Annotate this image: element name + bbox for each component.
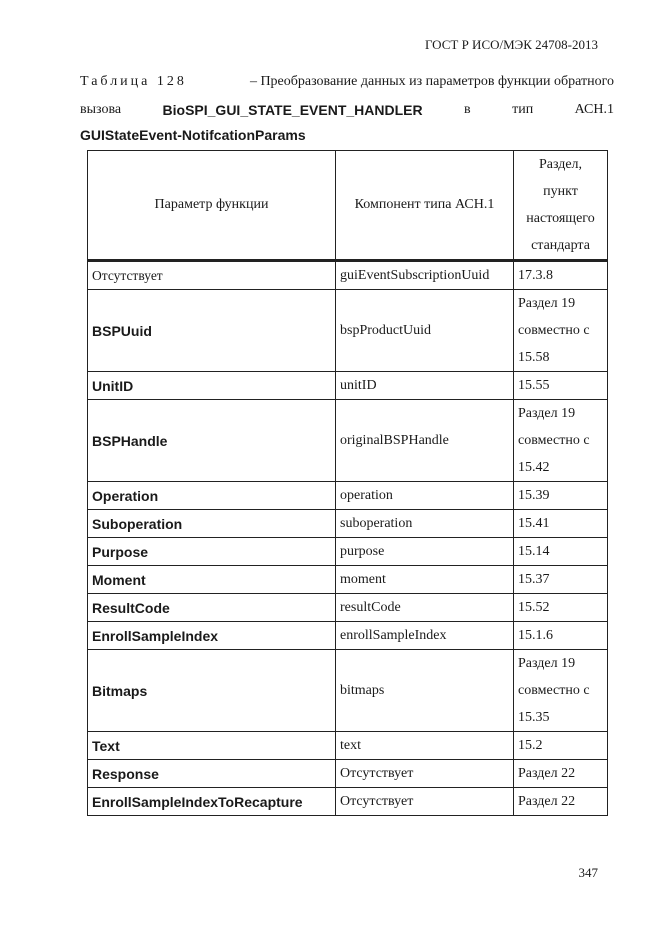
component-cell: resultCode — [336, 594, 514, 622]
table-row — [88, 510, 608, 538]
table-row — [88, 760, 608, 788]
section-line: 17.3.8 — [518, 268, 553, 283]
page-number: 347 — [578, 865, 598, 880]
table-row — [88, 622, 608, 650]
callback-name: BioSPI_GUI_STATE_EVENT_HANDLER — [162, 102, 423, 118]
caption-line-3 — [80, 124, 614, 146]
section-cell — [514, 538, 608, 566]
param-cell: EnrollSampleIndex — [88, 622, 336, 650]
param-cell: BSPUuid — [88, 290, 336, 372]
section-cell — [514, 482, 608, 510]
param-cell: Bitmaps — [88, 650, 336, 732]
param-cell: UnitID — [88, 372, 336, 400]
component-cell: Отсутствует — [336, 788, 514, 816]
section-line: 15.58 — [518, 350, 550, 365]
caption-line-1 — [80, 68, 614, 96]
section-cell — [514, 760, 608, 788]
section-line: 15.37 — [518, 572, 550, 587]
component-cell: suboperation — [336, 510, 514, 538]
section-cell — [514, 566, 608, 594]
section-cell — [514, 290, 608, 372]
section-cell — [514, 400, 608, 482]
section-line: 15.14 — [518, 544, 550, 559]
section-line: 15.39 — [518, 488, 550, 503]
conversion-table — [87, 150, 608, 816]
standard-header: ГОСТ Р ИСО/МЭК 24708-2013 — [424, 37, 598, 52]
param-cell: ResultCode — [88, 594, 336, 622]
table-caption — [80, 68, 614, 146]
caption-title-part: – Преобразование данных из параметров функции обратного — [249, 74, 614, 89]
section-line: совместно с — [518, 323, 590, 338]
param-cell: Purpose — [88, 538, 336, 566]
component-cell: bitmaps — [336, 650, 514, 732]
table-row — [88, 372, 608, 400]
section-cell — [514, 650, 608, 732]
table-row — [88, 566, 608, 594]
section-cell — [514, 510, 608, 538]
section-cell — [514, 788, 608, 816]
section-line: 15.2 — [518, 738, 543, 753]
section-cell — [514, 594, 608, 622]
section-line: Раздел 19 — [518, 656, 576, 671]
caption-line-2 — [80, 96, 614, 124]
table-number: Таблица 128 — [80, 74, 187, 89]
param-cell: Response — [88, 760, 336, 788]
section-line: 15.41 — [518, 516, 550, 531]
param-cell: Text — [88, 732, 336, 760]
section-line: совместно с — [518, 683, 590, 698]
component-cell: Отсутствует — [336, 760, 514, 788]
section-cell — [514, 261, 608, 290]
section-line: совместно с — [518, 433, 590, 448]
component-cell: enrollSampleIndex — [336, 622, 514, 650]
section-line: Раздел 22 — [518, 794, 576, 809]
table-row — [88, 400, 608, 482]
component-cell: text — [336, 732, 514, 760]
param-cell: Отсутствует — [88, 261, 336, 290]
param-cell: Suboperation — [88, 510, 336, 538]
caption-word-v: в — [464, 102, 471, 117]
param-cell: Moment — [88, 566, 336, 594]
caption-word-asn: АСН.1 — [574, 102, 614, 117]
header-param: Параметр функции — [88, 151, 336, 261]
param-cell: EnrollSampleIndexToRecapture — [88, 788, 336, 816]
section-line: 15.35 — [518, 710, 550, 725]
section-cell — [514, 732, 608, 760]
section-cell — [514, 622, 608, 650]
component-cell: moment — [336, 566, 514, 594]
component-cell: purpose — [336, 538, 514, 566]
component-cell: originalBSPHandle — [336, 400, 514, 482]
table-row — [88, 594, 608, 622]
caption-word-vyzova: вызова — [80, 102, 122, 117]
header-component: Компонент типа АСН.1 — [336, 151, 514, 261]
component-cell: unitID — [336, 372, 514, 400]
table-row — [88, 788, 608, 816]
section-line: 15.55 — [518, 378, 550, 393]
table-row — [88, 261, 608, 290]
component-cell: bspProductUuid — [336, 290, 514, 372]
param-cell: Operation — [88, 482, 336, 510]
header-section-line: Раздел, — [538, 157, 583, 172]
section-line: 15.52 — [518, 600, 550, 615]
param-cell: BSPHandle — [88, 400, 336, 482]
header-section-line: настоящего — [526, 211, 595, 226]
section-line: Раздел 22 — [518, 766, 576, 781]
table-header-row — [88, 151, 608, 261]
table-row — [88, 538, 608, 566]
table-row — [88, 482, 608, 510]
table-row — [88, 732, 608, 760]
section-line: Раздел 19 — [518, 406, 576, 421]
component-cell: operation — [336, 482, 514, 510]
section-cell — [514, 372, 608, 400]
table-row — [88, 290, 608, 372]
header-section-line: стандарта — [531, 238, 590, 253]
section-line: 15.1.6 — [518, 628, 553, 643]
header-section-line: пункт — [543, 184, 578, 199]
section-line: 15.42 — [518, 460, 550, 475]
header-section — [514, 151, 608, 261]
params-type-name: GUIStateEvent-NotifcationParams — [80, 127, 306, 143]
component-cell: guiEventSubscriptionUuid — [336, 261, 514, 290]
table-row — [88, 650, 608, 732]
section-line: Раздел 19 — [518, 296, 576, 311]
caption-word-tip: тип — [512, 102, 534, 117]
